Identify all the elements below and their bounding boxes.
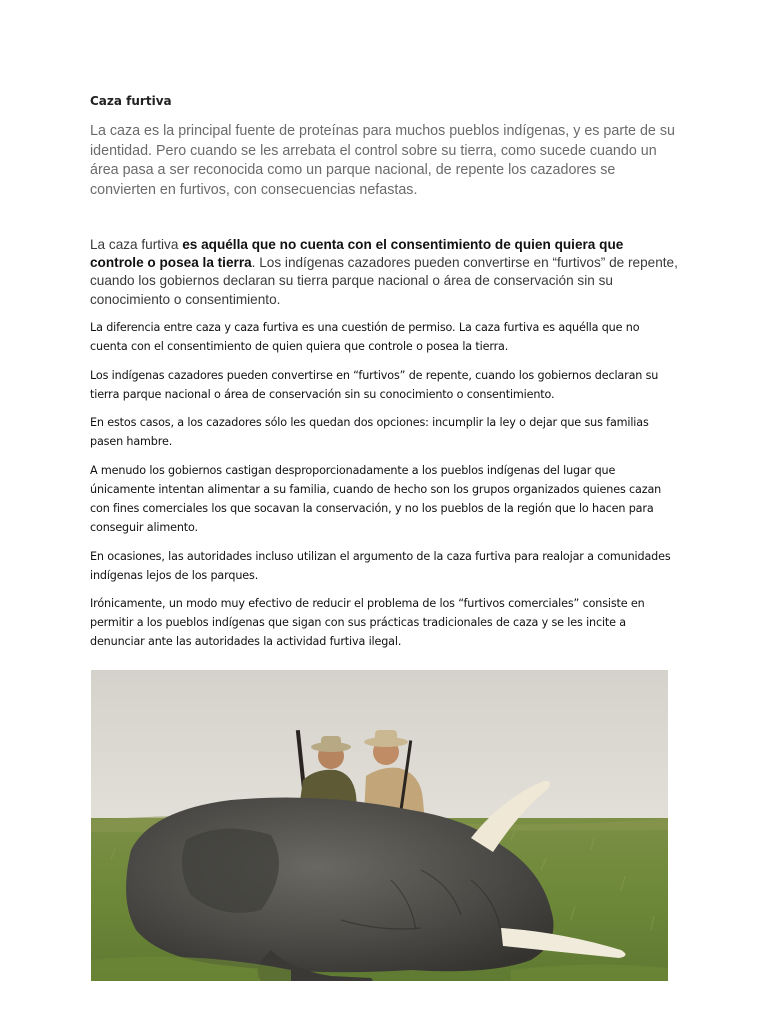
body-paragraph-6: Irónicamente, un modo muy efectivo de reducir el problema de los “furtivos comerciales” consiste en permitir a los pueblos indígenas que sigan con sus prácticas tradicionales de caza y se les incite a denunciar ante las autoridades la actividad furtiva ilegal. [90,597,645,648]
document-title: Caza furtiva [90,94,172,108]
body-paragraph-3: En estos casos, a los cazadores sólo les quedan dos opciones: incumplir la ley o dejar que sus familias pasen hambre. [90,416,649,448]
intro-paragraph [90,236,680,309]
body-paragraph-4: A menudo los gobiernos castigan desproporcionadamente a los pueblos indígenas del lugar que únicamente intentan alimentar a su familia, cuando de hecho son los grupos organizados quienes cazan con fines comerciales los que socavan la conservación, y no los pueblos de la región que lo hacen para conseguir alimento. [90,464,662,534]
intro-text-post: . Los indígenas cazadores pueden convertirse en “furtivos” de repente, cuando los gobiernos declaran su tierra parque nacional o área de conservación sin su conocimiento o consentimiento. [90,255,678,307]
intro-text-bold: es aquélla que no cuenta con el consentimiento de quien quiera que controle o posea la tierra [90,237,624,271]
hunting-photo [91,670,668,981]
body-paragraph-1: La diferencia entre caza y caza furtiva es una cuestión de permiso. La caza furtiva es aquélla que no cuenta con el consentimiento de quien quiera que controle o posea la tierra. [90,321,640,353]
lead-paragraph: La caza es la principal fuente de proteínas para muchos pueblos indígenas, y es parte de su identidad. Pero cuando se les arrebata el control sobre su tierra, como sucede cuando un área pasa a ser reconocida como un parque nacional, de repente los cazadores se convierten en furtivos, con consecuencias nefastas. [90,123,675,198]
body-paragraph-2: Los indígenas cazadores pueden convertirse en “furtivos” de repente, cuando los gobiernos declaran su tierra parque nacional o área de conservación sin su conocimiento o consentimiento. [90,369,659,401]
intro-text-pre: La caza furtiva [90,237,183,252]
body-paragraph-5: En ocasiones, las autoridades incluso utilizan el argumento de la caza furtiva para realojar a comunidades indígenas lejos de los parques. [90,550,671,582]
